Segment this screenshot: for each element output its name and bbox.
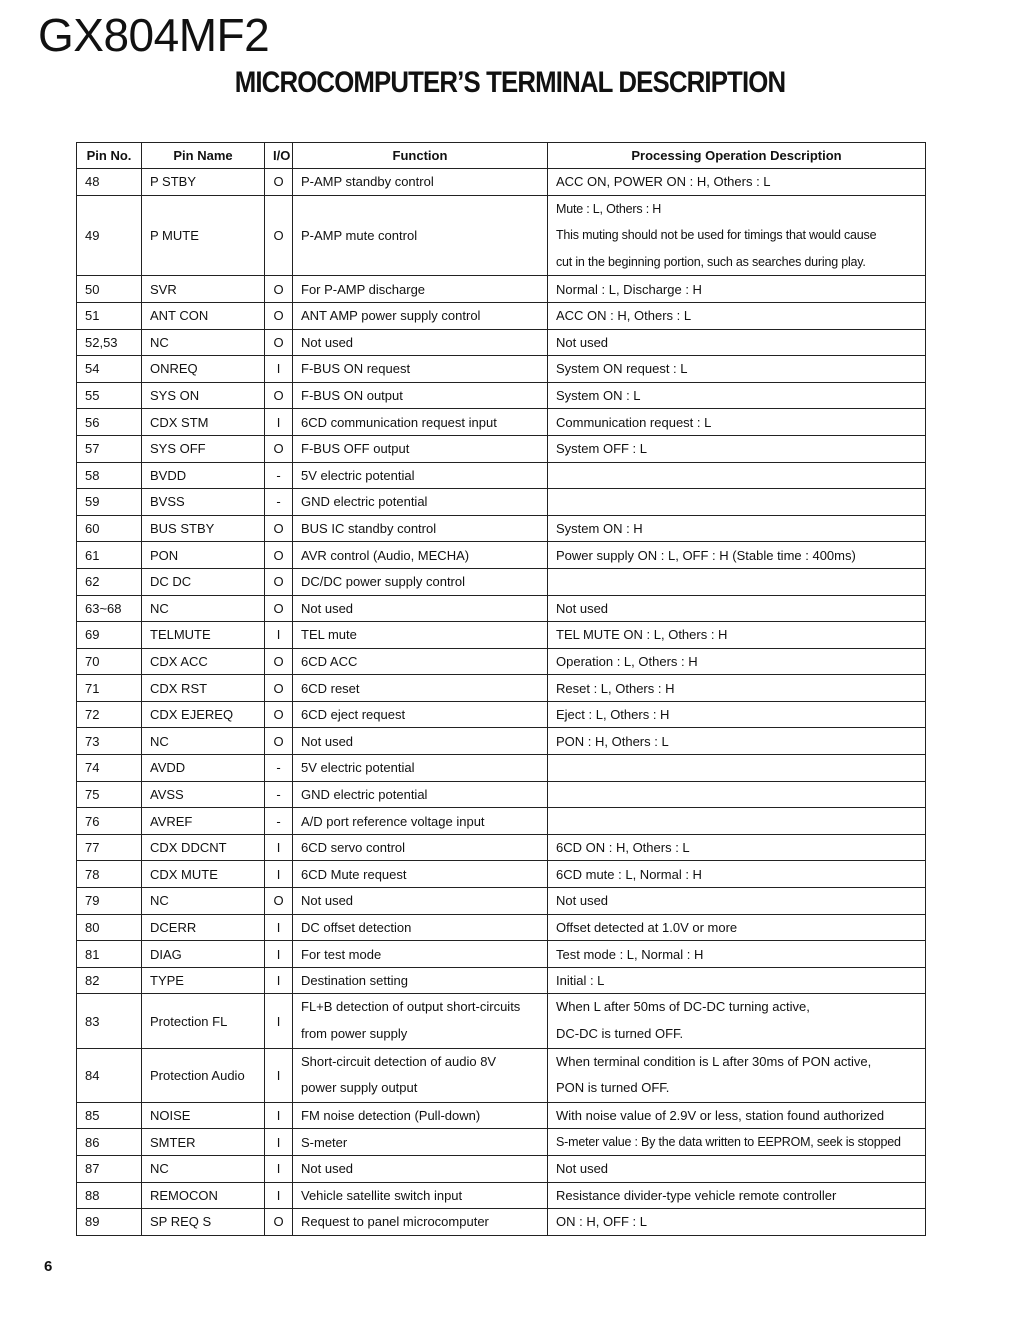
io-cell: I (265, 409, 293, 436)
pin-no-cell: 87 (77, 1155, 142, 1182)
function-cell: F-BUS OFF output (293, 435, 548, 462)
pin-no-cell: 70 (77, 648, 142, 675)
io-cell: I (265, 861, 293, 888)
pin-no-cell: 86 (77, 1129, 142, 1156)
description-cell-line: When terminal condition is L after 30ms of PON active, (556, 1053, 872, 1069)
table-row (77, 382, 926, 409)
pin-no-cell: 71 (77, 675, 142, 702)
description-cell (548, 755, 926, 782)
model-number: GX804MF2 (38, 9, 270, 61)
io-cell: I (265, 1048, 293, 1102)
io-cell: I (265, 622, 293, 649)
description-cell: ON : H, OFF : L (548, 1209, 926, 1236)
description-cell (548, 994, 926, 1048)
pin-name-cell: SVR (142, 276, 265, 303)
function-cell: Not used (293, 595, 548, 622)
function-cell: 6CD Mute request (293, 861, 548, 888)
table-row (77, 462, 926, 489)
pin-no-cell: 62 (77, 568, 142, 595)
io-cell: O (265, 595, 293, 622)
pin-name-cell: SP REQ S (142, 1209, 265, 1236)
description-cell-line: DC-DC is turned OFF. (556, 1026, 684, 1041)
pin-no-cell: 56 (77, 409, 142, 436)
description-cell: System OFF : L (548, 435, 926, 462)
col-header-pin-no: Pin No. (77, 143, 142, 169)
io-cell: - (265, 808, 293, 835)
table-row (77, 1102, 926, 1129)
table-row (77, 701, 926, 728)
pin-name-cell: NOISE (142, 1102, 265, 1129)
pin-no-cell: 63~68 (77, 595, 142, 622)
function-cell: 6CD eject request (293, 701, 548, 728)
function-cell-line: power supply output (301, 1080, 418, 1096)
io-cell: - (265, 489, 293, 516)
pin-no-cell: 88 (77, 1182, 142, 1209)
pin-name-cell: P MUTE (142, 195, 265, 276)
pin-no-cell: 48 (77, 169, 142, 196)
pin-name-cell: CDX MUTE (142, 861, 265, 888)
col-header-function: Function (293, 143, 548, 169)
description-cell: Power supply ON : L, OFF : H (Stable time : 400ms) (548, 542, 926, 569)
table-row (77, 914, 926, 941)
pin-no-cell: 79 (77, 888, 142, 915)
table-body (77, 169, 926, 1236)
page-number: 6 (44, 1258, 53, 1275)
io-cell: O (265, 169, 293, 196)
io-cell: I (265, 1155, 293, 1182)
pin-name-cell: SYS ON (142, 382, 265, 409)
function-cell: P-AMP standby control (293, 169, 548, 196)
function-cell: Not used (293, 728, 548, 755)
table-row (77, 755, 926, 782)
table-row (77, 861, 926, 888)
pin-name-cell: ONREQ (142, 356, 265, 383)
table-row (77, 1209, 926, 1236)
description-cell: Communication request : L (548, 409, 926, 436)
pin-name-cell: NC (142, 595, 265, 622)
description-cell: Not used (548, 888, 926, 915)
io-cell: I (265, 941, 293, 968)
table-row (77, 834, 926, 861)
io-cell: O (265, 728, 293, 755)
table-row (77, 568, 926, 595)
pin-no-cell: 80 (77, 914, 142, 941)
description-cell: System ON : H (548, 515, 926, 542)
description-cell: PON : H, Others : L (548, 728, 926, 755)
pin-name-cell: REMOCON (142, 1182, 265, 1209)
io-cell: O (265, 701, 293, 728)
description-cell: Operation : L, Others : H (548, 648, 926, 675)
table-row (77, 781, 926, 808)
io-cell: O (265, 276, 293, 303)
pin-name-cell: TYPE (142, 967, 265, 994)
description-cell (548, 489, 926, 516)
pin-name-cell: CDX RST (142, 675, 265, 702)
description-cell: 6CD mute : L, Normal : H (548, 861, 926, 888)
function-cell: F-BUS ON output (293, 382, 548, 409)
table-row (77, 195, 926, 276)
table-row (77, 542, 926, 569)
io-cell: - (265, 462, 293, 489)
pin-name-cell: P STBY (142, 169, 265, 196)
io-cell: I (265, 356, 293, 383)
function-cell: FM noise detection (Pull-down) (293, 1102, 548, 1129)
function-cell: GND electric potential (293, 489, 548, 516)
pin-no-cell: 72 (77, 701, 142, 728)
table-row (77, 435, 926, 462)
description-cell: Reset : L, Others : H (548, 675, 926, 702)
pin-no-cell: 52,53 (77, 329, 142, 356)
function-cell: A/D port reference voltage input (293, 808, 548, 835)
table-row (77, 1129, 926, 1156)
description-cell: Offset detected at 1.0V or more (548, 914, 926, 941)
pin-name-cell: PON (142, 542, 265, 569)
pin-no-cell: 78 (77, 861, 142, 888)
pin-no-cell: 59 (77, 489, 142, 516)
table-row (77, 302, 926, 329)
function-cell: Not used (293, 888, 548, 915)
pin-no-cell: 75 (77, 781, 142, 808)
pin-no-cell: 85 (77, 1102, 142, 1129)
table-row (77, 994, 926, 1048)
description-cell-line: cut in the beginning portion, such as searches during play. (556, 254, 866, 269)
description-cell: ACC ON : H, Others : L (548, 302, 926, 329)
function-cell: Not used (293, 329, 548, 356)
function-cell-line: FL+B detection of output short-circuits (301, 999, 521, 1015)
description-cell-line: When L after 50ms of DC-DC turning active, (556, 999, 810, 1015)
description-cell: Not used (548, 1155, 926, 1182)
io-cell: I (265, 1129, 293, 1156)
description-cell: Not used (548, 329, 926, 356)
function-cell: BUS IC standby control (293, 515, 548, 542)
function-cell: F-BUS ON request (293, 356, 548, 383)
pin-name-cell: DCERR (142, 914, 265, 941)
description-cell-line: Mute : L, Others : H (556, 201, 662, 216)
function-cell: Vehicle satellite switch input (293, 1182, 548, 1209)
description-cell-line: This muting should not be used for timings that would cause (556, 228, 877, 243)
description-cell (548, 462, 926, 489)
table-row (77, 276, 926, 303)
table-row (77, 622, 926, 649)
table-row (77, 888, 926, 915)
pin-no-cell: 81 (77, 941, 142, 968)
table-row (77, 409, 926, 436)
function-cell: 5V electric potential (293, 462, 548, 489)
col-header-description: Processing Operation Description (548, 143, 926, 169)
pin-name-cell: SMTER (142, 1129, 265, 1156)
pin-no-cell: 61 (77, 542, 142, 569)
function-cell: ANT AMP power supply control (293, 302, 548, 329)
function-cell-line: from power supply (301, 1026, 408, 1041)
io-cell: I (265, 1182, 293, 1209)
pin-name-cell: NC (142, 728, 265, 755)
io-cell: O (265, 435, 293, 462)
pin-name-cell: NC (142, 1155, 265, 1182)
function-cell: For test mode (293, 941, 548, 968)
pin-name-cell: AVREF (142, 808, 265, 835)
description-cell: Initial : L (548, 967, 926, 994)
pin-no-cell: 82 (77, 967, 142, 994)
description-cell: Test mode : L, Normal : H (548, 941, 926, 968)
page-title: MICROCOMPUTER’S TERMINAL DESCRIPTION (234, 66, 786, 99)
function-cell: 6CD reset (293, 675, 548, 702)
pin-name-cell: BUS STBY (142, 515, 265, 542)
pin-name-cell: AVDD (142, 755, 265, 782)
table-row (77, 1048, 926, 1102)
pin-name-cell: NC (142, 888, 265, 915)
description-cell-line: PON is turned OFF. (556, 1080, 670, 1096)
table-row (77, 595, 926, 622)
pin-name-cell: DC DC (142, 568, 265, 595)
pin-no-cell: 73 (77, 728, 142, 755)
pin-no-cell: 77 (77, 834, 142, 861)
table-row (77, 728, 926, 755)
function-cell: GND electric potential (293, 781, 548, 808)
function-cell: 5V electric potential (293, 755, 548, 782)
description-cell (548, 781, 926, 808)
pin-no-cell: 89 (77, 1209, 142, 1236)
io-cell: O (265, 515, 293, 542)
description-cell: Resistance divider-type vehicle remote controller (548, 1182, 926, 1209)
function-cell: TEL mute (293, 622, 548, 649)
pin-name-cell: CDX STM (142, 409, 265, 436)
col-header-io: I/O (265, 143, 293, 169)
table-row (77, 941, 926, 968)
description-cell: System ON : L (548, 382, 926, 409)
table-row (77, 808, 926, 835)
pin-no-cell: 57 (77, 435, 142, 462)
pin-no-cell: 84 (77, 1048, 142, 1102)
io-cell: O (265, 195, 293, 276)
pin-name-cell: ANT CON (142, 302, 265, 329)
description-cell: Normal : L, Discharge : H (548, 276, 926, 303)
io-cell: O (265, 1209, 293, 1236)
pin-no-cell: 50 (77, 276, 142, 303)
function-cell: 6CD communication request input (293, 409, 548, 436)
description-cell: Not used (548, 595, 926, 622)
pin-name-cell: SYS OFF (142, 435, 265, 462)
pin-name-cell: AVSS (142, 781, 265, 808)
io-cell: I (265, 967, 293, 994)
description-cell (548, 568, 926, 595)
pin-no-cell: 69 (77, 622, 142, 649)
function-cell: P-AMP mute control (293, 195, 548, 276)
function-cell: 6CD ACC (293, 648, 548, 675)
io-cell: I (265, 914, 293, 941)
function-cell: 6CD servo control (293, 834, 548, 861)
table-row (77, 675, 926, 702)
pin-name-cell: DIAG (142, 941, 265, 968)
io-cell: I (265, 1102, 293, 1129)
pin-name-cell: NC (142, 329, 265, 356)
table-row (77, 1155, 926, 1182)
function-cell: Destination setting (293, 967, 548, 994)
pin-no-cell: 55 (77, 382, 142, 409)
table-row (77, 1182, 926, 1209)
io-cell: - (265, 755, 293, 782)
pin-name-cell: CDX EJEREQ (142, 701, 265, 728)
function-cell: AVR control (Audio, MECHA) (293, 542, 548, 569)
function-cell (293, 994, 548, 1048)
description-cell: 6CD ON : H, Others : L (548, 834, 926, 861)
pin-no-cell: 54 (77, 356, 142, 383)
io-cell: O (265, 648, 293, 675)
description-cell: TEL MUTE ON : L, Others : H (548, 622, 926, 649)
pin-name-cell: BVDD (142, 462, 265, 489)
io-cell: O (265, 382, 293, 409)
pin-no-cell: 49 (77, 195, 142, 276)
pin-name-cell: Protection FL (142, 994, 265, 1048)
terminal-table (76, 142, 926, 1236)
description-cell: ACC ON, POWER ON : H, Others : L (548, 169, 926, 196)
function-cell-line: Short-circuit detection of audio 8V (301, 1053, 497, 1069)
function-cell: DC offset detection (293, 914, 548, 941)
description-cell (548, 195, 926, 276)
description-cell: Eject : L, Others : H (548, 701, 926, 728)
description-cell: With noise value of 2.9V or less, station found authorized (548, 1102, 926, 1129)
table-row (77, 648, 926, 675)
io-cell: O (265, 675, 293, 702)
table-row (77, 515, 926, 542)
function-cell: DC/DC power supply control (293, 568, 548, 595)
table-row (77, 169, 926, 196)
io-cell: O (265, 302, 293, 329)
io-cell: I (265, 994, 293, 1048)
description-cell: System ON request : L (548, 356, 926, 383)
table-row (77, 967, 926, 994)
function-cell: Not used (293, 1155, 548, 1182)
pin-no-cell: 74 (77, 755, 142, 782)
io-cell: O (265, 542, 293, 569)
pin-name-cell: BVSS (142, 489, 265, 516)
function-cell (293, 1048, 548, 1102)
description-cell: S-meter value : By the data written to EEPROM, seek is stopped (548, 1129, 926, 1156)
io-cell: - (265, 781, 293, 808)
function-cell: Request to panel microcomputer (293, 1209, 548, 1236)
description-cell (548, 808, 926, 835)
pin-no-cell: 58 (77, 462, 142, 489)
pin-name-cell: CDX DDCNT (142, 834, 265, 861)
description-cell (548, 1048, 926, 1102)
col-header-pin-name: Pin Name (142, 143, 265, 169)
table-row (77, 329, 926, 356)
function-cell: S-meter (293, 1129, 548, 1156)
pin-name-cell: CDX ACC (142, 648, 265, 675)
table-row (77, 489, 926, 516)
pin-no-cell: 76 (77, 808, 142, 835)
pin-no-cell: 51 (77, 302, 142, 329)
pin-name-cell: TELMUTE (142, 622, 265, 649)
function-cell: For P-AMP discharge (293, 276, 548, 303)
io-cell: O (265, 888, 293, 915)
table-row (77, 356, 926, 383)
pin-no-cell: 83 (77, 994, 142, 1048)
pin-no-cell: 60 (77, 515, 142, 542)
io-cell: O (265, 329, 293, 356)
table-header-row (77, 143, 926, 169)
io-cell: O (265, 568, 293, 595)
io-cell: I (265, 834, 293, 861)
pin-name-cell: Protection Audio (142, 1048, 265, 1102)
